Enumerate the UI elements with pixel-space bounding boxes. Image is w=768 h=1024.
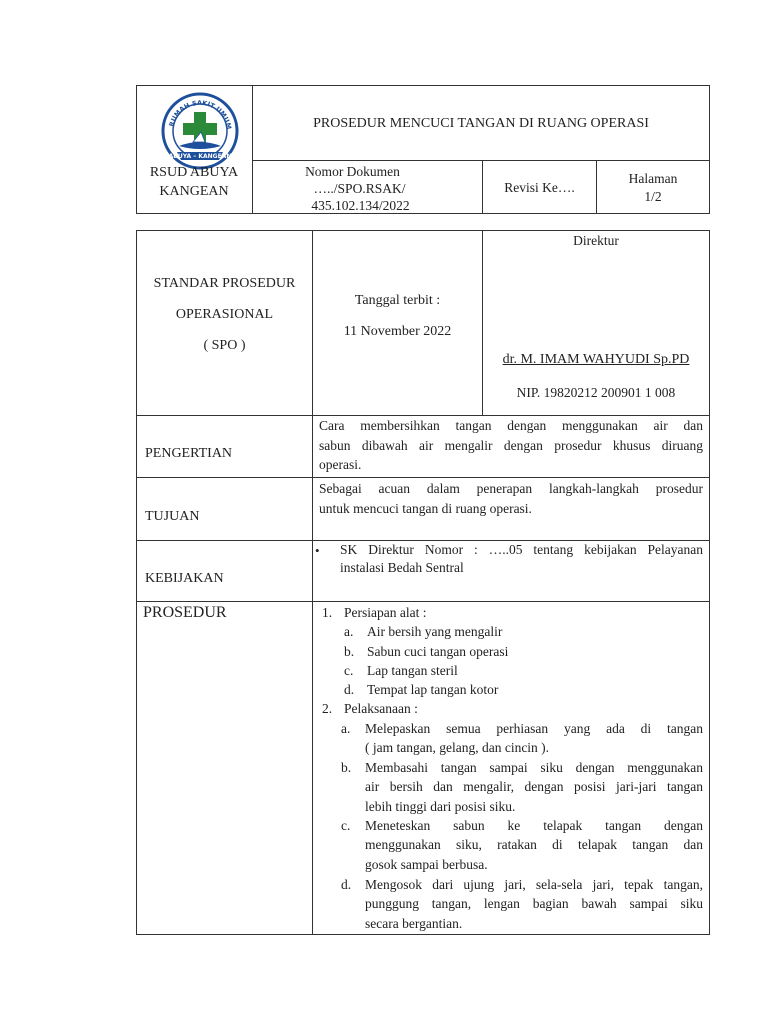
logo-ribbon-text: ABUYA – KANGEAN [168,153,232,160]
list-item: Air bersih yang mengalir [367,624,503,639]
step-marker: 2. [322,701,333,716]
step-persiapan: Persiapan alat : [344,605,427,620]
item-marker: d. [341,877,352,892]
logo-ring-text: RUMAH SAKIT UMUM [167,98,233,130]
item-marker: d. [344,682,355,697]
kebijakan-text: SK Direktur Nomor : …..05 tentang kebijakan Pelayanan instalasi Bedah Sentral [340,542,703,575]
step-marker: 1. [322,605,333,620]
list-item: Melepaskan semua perhiasan yang ada di tangan ( jam tangan, gelang, dan cincin ). [365,721,703,756]
list-item: Meneteskan sabun ke telapak tangan dengan menggunakan siku, ratakan di telapak tangan dan gosok sampai berbusa. [365,818,703,872]
revision-number: Revisi Ke…. [504,180,575,195]
item-marker: a. [341,721,351,736]
document-title: PROSEDUR MENCUCI TANGAN DI RUANG OPERASI [313,116,649,131]
item-marker: b. [341,760,352,775]
list-item: Lap tangan steril [367,663,458,678]
director-nip: NIP. 19820212 200901 1 008 [516,385,676,400]
list-item: Tempat lap tangan kotor [367,682,499,697]
tujuan-label: TUJUAN [145,509,200,524]
pengertian-label: PENGERTIAN [145,446,233,461]
tujuan-text: Sebagai acuan dalam penerapan langkah-langkah prosedur untuk mencuci tangan di ruang operasi. [319,481,703,516]
item-marker: a. [344,624,354,639]
director-name: dr. M. IMAM WAHYUDI Sp.PD [502,352,690,367]
item-marker: b. [344,644,355,659]
list-item: Membasahi tangan sampai siku dengan menggunakan air bersih dan mengalir, dengan posisi jari-jari tangan lebih tinggi dari posisi siku. [365,760,703,814]
hospital-name: RSUD ABUYA KANGEAN [149,165,239,199]
prosedur-label: PROSEDUR [143,604,227,621]
spo-title: STANDAR PROSEDUR OPERASIONAL ( SPO ) [153,276,296,353]
bullet-icon: • [315,543,320,558]
pengertian-text: Cara membersihkan tangan dengan menggunakan air dan sabun dibawah air mengalir dengan prosedur khusus diruang operasi. [319,418,703,472]
list-item: Sabun cuci tangan operasi [367,644,509,659]
list-item: Mengosok dari ujung jari, sela-sela jari, tepak tangan, punggung tangan, lengan bagian bawah sampai siku secara bergantian. [365,877,703,931]
step-pelaksanaan: Pelaksanaan : [344,701,418,716]
director-title: Direktur [573,233,619,248]
document-number: Nomor Dokumen …../SPO.RSAK/ 435.102.134/2022 [305,164,410,213]
item-marker: c. [344,663,354,678]
kebijakan-label: KEBIJAKAN [145,571,224,586]
page-number: Halaman 1/2 [628,171,678,204]
item-marker: c. [341,818,351,833]
issued-date: Tanggal terbit : 11 November 2022 [343,293,452,339]
hospital-logo [161,92,239,170]
